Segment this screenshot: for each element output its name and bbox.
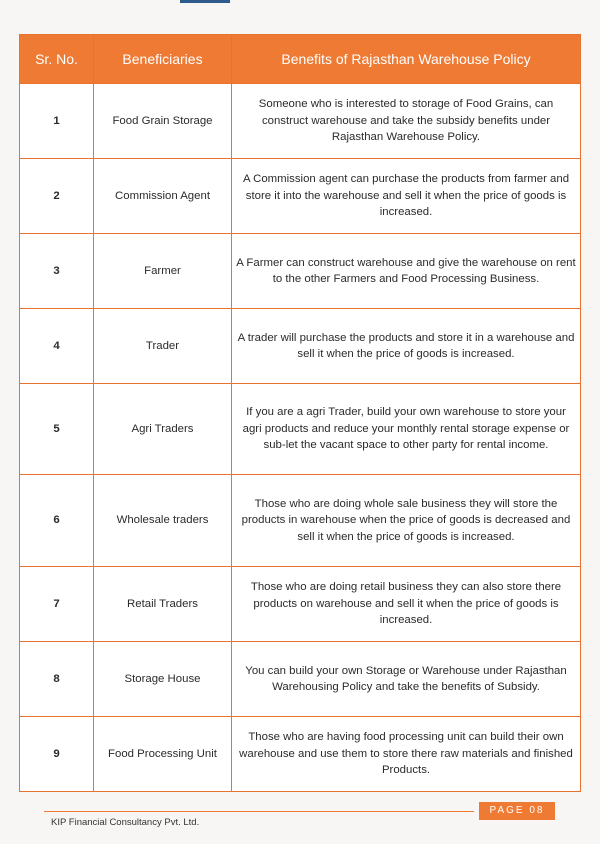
row-beneficiary: Trader: [94, 309, 232, 384]
row-benefit: Those who are having food processing unit can build their own warehouse and use them to store there raw materials and finished Products.: [232, 717, 581, 792]
table-row: [20, 159, 581, 234]
header-beneficiaries: Beneficiaries: [94, 35, 232, 84]
row-beneficiary: Retail Traders: [94, 567, 232, 642]
row-number: 1: [20, 84, 94, 159]
table-row: [20, 567, 581, 642]
row-beneficiary: Storage House: [94, 642, 232, 717]
row-beneficiary: Agri Traders: [94, 384, 232, 475]
table-header-row: [20, 35, 581, 84]
row-benefit: Someone who is interested to storage of Food Grains, can construct warehouse and take the subsidy benefits under Rajasthan Warehouse Policy.: [232, 84, 581, 159]
row-benefit: A Commission agent can purchase the products from farmer and store it into the warehouse and sell it when the price of goods is increased.: [232, 159, 581, 234]
table-row: [20, 234, 581, 309]
row-beneficiary: Commission Agent: [94, 159, 232, 234]
page-number-badge: PAGE 08: [479, 802, 555, 820]
table-row: [20, 642, 581, 717]
top-accent-bar: [180, 0, 230, 3]
table-row: [20, 475, 581, 567]
row-benefit: Those who are doing whole sale business they will store the products in warehouse when the price of goods is decreased and sell it when the price of goods is increased.: [232, 475, 581, 567]
row-number: 4: [20, 309, 94, 384]
table-row: [20, 717, 581, 792]
header-benefits: Benefits of Rajasthan Warehouse Policy: [232, 35, 581, 84]
row-number: 8: [20, 642, 94, 717]
row-beneficiary: Food Processing Unit: [94, 717, 232, 792]
row-benefit: A Farmer can construct warehouse and give the warehouse on rent to the other Farmers and Food Processing Business.: [232, 234, 581, 309]
row-benefit: You can build your own Storage or Warehouse under Rajasthan Warehousing Policy and take the benefits of Subsidy.: [232, 642, 581, 717]
header-sr-no: Sr. No.: [20, 35, 94, 84]
footer-divider: [44, 811, 474, 812]
row-benefit: A trader will purchase the products and store it in a warehouse and sell it when the price of goods is increased.: [232, 309, 581, 384]
table-row: [20, 84, 581, 159]
row-beneficiary: Food Grain Storage: [94, 84, 232, 159]
row-beneficiary: Wholesale traders: [94, 475, 232, 567]
table-row: [20, 309, 581, 384]
row-beneficiary: Farmer: [94, 234, 232, 309]
row-benefit: Those who are doing retail business they can also store there products on warehouse and sell it when the price of goods is increased.: [232, 567, 581, 642]
row-benefit: If you are a agri Trader, build your own warehouse to store your agri products and reduce your monthly rental storage expense or sub-let the vacant space to other party for rental income.: [232, 384, 581, 475]
row-number: 9: [20, 717, 94, 792]
beneficiaries-table: [19, 34, 581, 792]
row-number: 5: [20, 384, 94, 475]
table-row: [20, 384, 581, 475]
row-number: 6: [20, 475, 94, 567]
company-name: KIP Financial Consultancy Pvt. Ltd.: [51, 817, 200, 828]
row-number: 3: [20, 234, 94, 309]
row-number: 2: [20, 159, 94, 234]
row-number: 7: [20, 567, 94, 642]
